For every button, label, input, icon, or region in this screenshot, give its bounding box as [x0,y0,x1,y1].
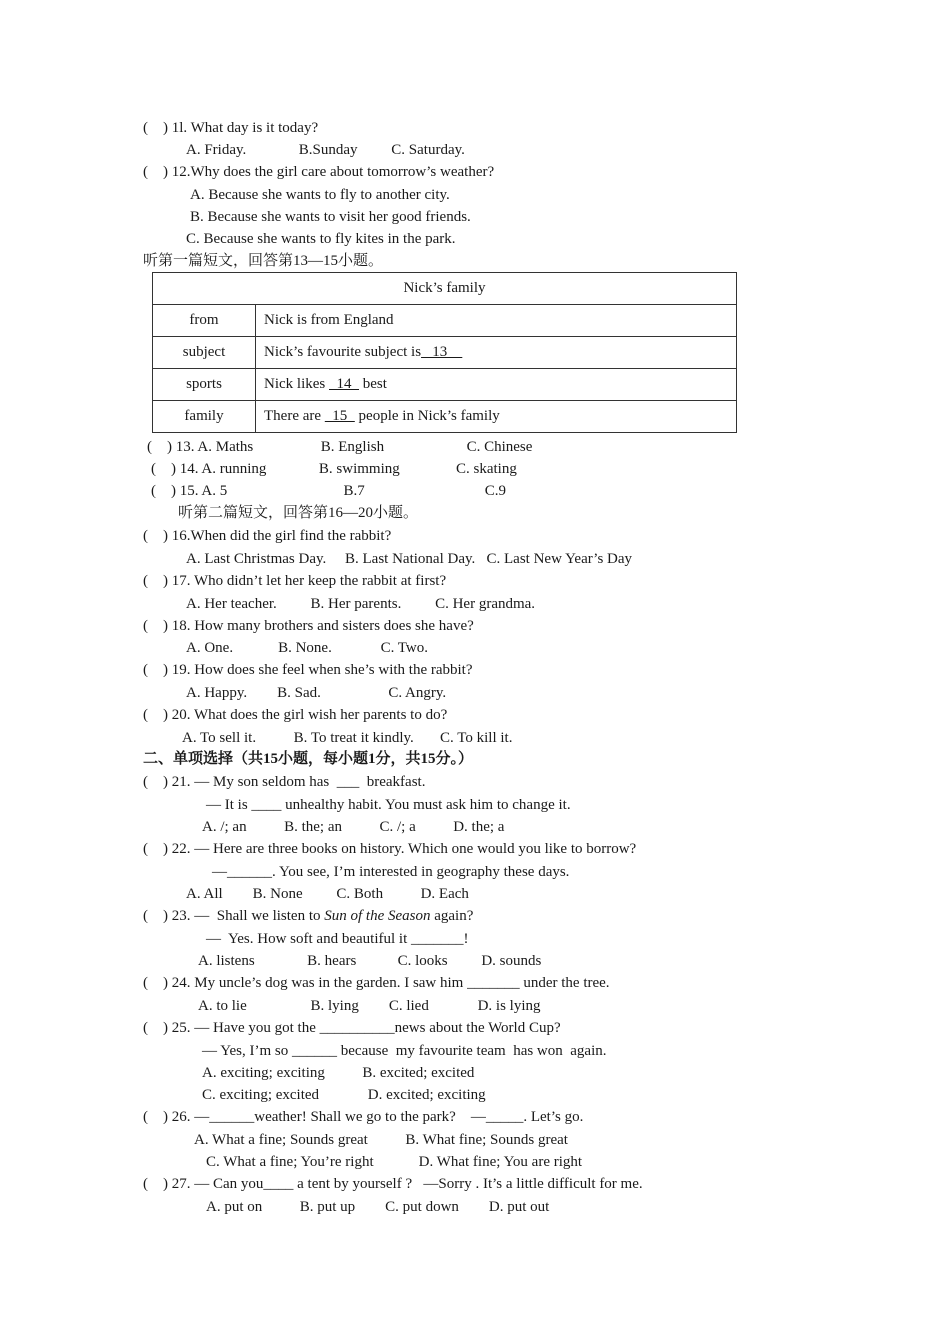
table-title-row [153,273,737,305]
question-21: ( ) 21. — My son seldom has ___ breakfast. [143,774,426,790]
row-text: best [359,376,387,392]
question-18-options: A. One. B. None. C. Two. [186,640,428,656]
question-12-option-c: C. Because she wants to fly kites in the park. [186,231,456,247]
table-title: Nick’s family [153,273,737,305]
table-row [153,337,737,369]
question-25-reply: — Yes, I’m so ______ because my favourite team has won again. [202,1043,607,1059]
section-1-heading: 听第一篇短文，回答第13—15小题。 [143,253,384,269]
row-text: Nick’s favourite subject is [264,344,422,360]
question-12-option-a: A. Because she wants to fly to another city. [190,187,450,203]
table-row-label: sports [153,369,256,401]
table-row-value [256,337,737,369]
question-24: ( ) 24. My uncle’s dog was in the garden. I saw him _______ under the tree. [143,975,610,991]
row-text: Nick is from England [264,312,394,328]
question-23-options: A. listens B. hears C. looks D. sounds [198,953,542,969]
table-row-value [256,401,737,433]
question-21-options: A. /; an B. the; an C. /; a D. the; a [202,819,505,835]
table-row-label: subject [153,337,256,369]
question-21-reply: — It is ____ unhealthy habit. You must ask him to change it. [206,797,571,813]
question-19-options: A. Happy. B. Sad. C. Angry. [186,685,447,701]
question-23 [143,906,473,926]
table-row-label: from [153,305,256,337]
section-2-heading: 听第二篇短文，回答第16—20小题。 [178,505,419,521]
table-row [153,305,737,337]
question-25: ( ) 25. — Have you got the __________news about the World Cup? [143,1020,561,1036]
question-25-options-cd: C. exciting; excited D. excited; exciting [202,1087,486,1103]
table-row [153,369,737,401]
question-17-options: A. Her teacher. B. Her parents. C. Her grandma. [186,596,536,612]
question-23-text: ( ) 23. — Shall we listen to [143,908,325,924]
row-text: Nick likes [264,376,329,392]
question-22-reply: —______. You see, I’m interested in geography these days. [212,864,570,880]
nicks-family-table [152,272,737,433]
question-22-options: A. All B. None C. Both D. Each [186,886,469,902]
question-20: ( ) 20. What does the girl wish her parents to do? [143,707,448,723]
question-27: ( ) 27. — Can you____ a tent by yourself ? —Sorry . It’s a little difficult for me. [143,1176,643,1192]
question-24-options: A. to lie B. lying C. lied D. is lying [198,998,541,1014]
question-26-options-cd: C. What a fine; You’re right D. What fine; You are right [206,1154,583,1170]
question-11-options: A. Friday. B.Sunday C. Saturday. [186,142,465,158]
question-16: ( ) 16.When did the girl find the rabbit? [143,528,392,544]
table-row-value [256,369,737,401]
question-17: ( ) 17. Who didn’t let her keep the rabbit at first? [143,573,447,589]
question-12-option-b: B. Because she wants to visit her good friends. [190,209,471,225]
blank-13: 13 [421,344,463,360]
question-11: ( ) 1l. What day is it today? [143,120,319,136]
question-27-options: A. put on B. put up C. put down D. put out [206,1199,550,1215]
question-25-options-ab: A. exciting; exciting B. excited; excited [202,1065,475,1081]
question-23-reply: — Yes. How soft and beautiful it _______! [206,931,469,947]
question-20-options: A. To sell it. B. To treat it kindly. C. To kill it. [182,730,513,746]
song-title: Sun of the Season [324,908,431,924]
question-15: ( ) 15. A. 5 B.7 C.9 [151,483,507,499]
question-26-options-ab: A. What a fine; Sounds great B. What fine; Sounds great [194,1132,568,1148]
row-text: people in Nick’s family [354,408,500,424]
blank-14: 14 [329,376,359,392]
question-22: ( ) 22. — Here are three books on history. Which one would you like to borrow? [143,841,637,857]
table-row-label: family [153,401,256,433]
blank-15: 15 [324,408,355,424]
question-26: ( ) 26. —______weather! Shall we go to the park? —_____. Let’s go. [143,1109,584,1125]
table-row-value [256,305,737,337]
question-14: ( ) 14. A. running B. swimming C. skating [151,461,517,477]
question-18: ( ) 18. How many brothers and sisters does she have? [143,618,474,634]
table-row [153,401,737,433]
question-16-options: A. Last Christmas Day. B. Last National Day. C. Last New Year’s Day [186,551,633,567]
question-12: ( ) 12.Why does the girl care about tomorrow’s weather? [143,164,495,180]
question-23-text-end: again? [430,908,474,924]
row-text: There are [264,408,325,424]
question-19: ( ) 19. How does she feel when she’s with the rabbit? [143,662,473,678]
part-2-heading: 二、单项选择（共15小题，每小题1分，共15分。） [143,751,474,767]
question-13: ( ) 13. A. Maths B. English C. Chinese [147,439,533,455]
